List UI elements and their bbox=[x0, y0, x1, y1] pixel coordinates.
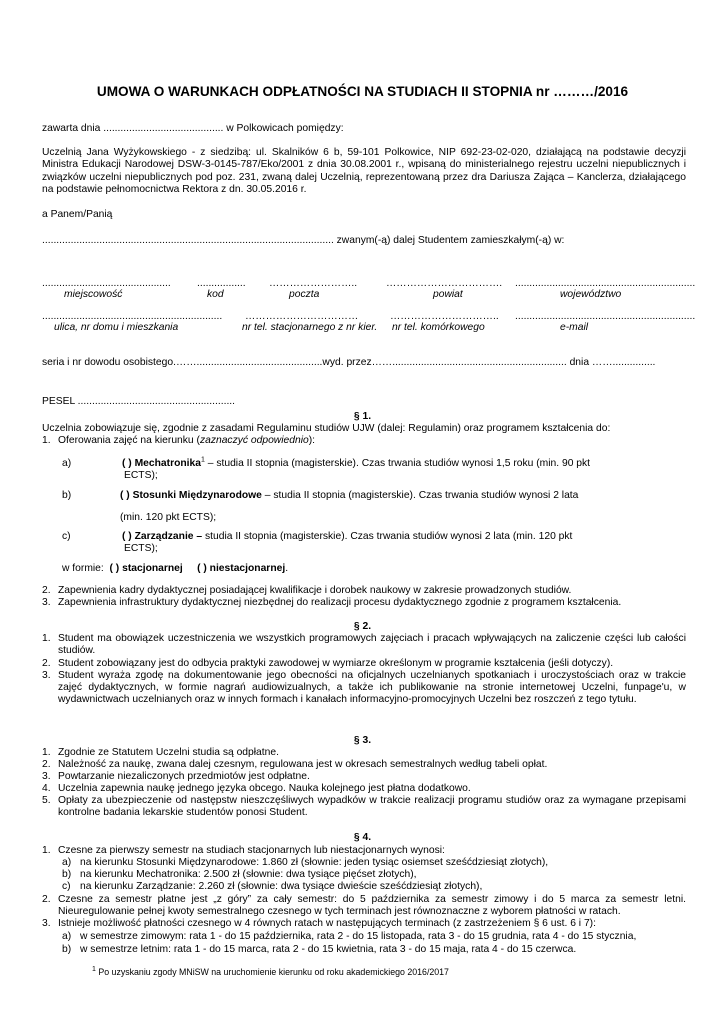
voivodeship-field[interactable]: ............................................................... bbox=[515, 278, 696, 289]
city-field[interactable]: ............................................. bbox=[42, 278, 171, 289]
option-desc: – studia II stopnia (magisterskie). Czas trwania studiów wynosi 1,5 roku (min. 90 pkt bbox=[204, 458, 591, 469]
section-4-item-3 bbox=[42, 918, 686, 930]
option-name: Zarządzanie – bbox=[134, 531, 203, 542]
section-3-heading: § 3. bbox=[353, 735, 372, 746]
sub-text: na kierunku Zarządzanie: 2.260 zł (słownie: dwa tysiące dwieście sześćdziesiąt złotych), bbox=[80, 881, 483, 892]
mobile-label: nr tel. komórkowego bbox=[392, 322, 485, 333]
option-desc: studia II stopnia (magisterskie). Czas trwania studiów wynosi 2 lata (min. 120 pkt bbox=[202, 531, 573, 542]
option-checkbox[interactable]: ( ) bbox=[122, 458, 132, 469]
item-number: 2. bbox=[42, 894, 51, 905]
instalment-sub-a bbox=[42, 931, 686, 943]
item-number: 3. bbox=[42, 918, 51, 929]
section-1-item-1 bbox=[42, 435, 686, 447]
sub-letter: a) bbox=[62, 931, 72, 942]
university-paragraph: Uczelnią Jana Wyżykowskiego - z siedzibą: ul. Skalników 6 b, 59-101 Polkowice, NIP 692-23-02-020, działającą na podstawie decyzji Ministra Edukacji Narodowej DSW-3-0145-787/Eko/2001 z dnia 30.08.2001 r., wpisaną do ministerialnego rejestru uczelni niepublicznych i związków uczelni niepublicznych pod poz. 231, zwaną dalej Uczelnią, reprezentowaną przez dra Dariusza Zająca – Kanclerza, działającego na podstawie pełnomocnictwa Rektora z dn. 30.05.2016 r. bbox=[42, 147, 686, 195]
item-number: 4. bbox=[42, 783, 51, 794]
item-text: Istnieje możliwość płatności czesnego w 4 równych ratach w następujących terminach (z zastrzeżeniem § 6 ust. 6 i 7): bbox=[58, 918, 596, 929]
item-number: 2. bbox=[42, 585, 51, 596]
form-stationary-option[interactable]: ( ) stacjonarnej bbox=[109, 563, 183, 574]
pesel-line[interactable]: PESEL ....................................................... bbox=[42, 396, 236, 407]
item-number: 2. bbox=[42, 658, 51, 669]
section-2-item-2 bbox=[42, 658, 686, 670]
sub-letter: b) bbox=[62, 944, 72, 955]
item-text: Zapewnienia infrastruktury dydaktycznej niezbędnej do realizacji procesu dydaktycznego zgodnie z programem kształcenia. bbox=[58, 597, 622, 608]
concluded-line: zawarta dnia .......................................... w Polkowicach pomiędzy: bbox=[42, 123, 344, 134]
section-2-heading: § 2. bbox=[353, 621, 372, 632]
sub-letter: c) bbox=[62, 881, 71, 892]
email-field[interactable]: ............................................................... bbox=[515, 311, 696, 322]
item-text: Czesne za semestr płatne jest „z góry” za cały semestr: do 5 października za semestr zimowy i do 5 marca za semestr letni. Nieuregulowanie pełnej kwoty semestralnego czesnego w tych terminach jest równoznaczne z wyborem płatności w ratach. bbox=[58, 894, 686, 918]
item-text: Zgodnie ze Statutem Uczelni studia są odpłatne. bbox=[58, 747, 279, 758]
county-label: powiat bbox=[433, 289, 463, 300]
section-1-heading: § 1. bbox=[353, 411, 372, 422]
option-desc-2: ECTS); bbox=[124, 470, 158, 481]
section-1-lead: Uczelnia zobowiązuje się, zgodnie z zasadami Regulaminu studiów UJW (dalej: Regulamin) oraz programem kształcenia do: bbox=[42, 423, 611, 434]
item-number: 5. bbox=[42, 795, 51, 806]
item-number: 2. bbox=[42, 759, 51, 770]
section-3-item-1 bbox=[42, 747, 686, 759]
item-number: 1. bbox=[42, 747, 51, 758]
address-row-1 bbox=[42, 278, 696, 308]
section-2-item-1 bbox=[42, 633, 686, 657]
option-name: Stosunki Międzynarodowe bbox=[132, 490, 262, 501]
section-1-item-3 bbox=[42, 597, 686, 609]
section-4-item-2 bbox=[42, 894, 686, 918]
item-text: Uczelnia zapewnia naukę jednego języka obcego. Nauka kolejnego jest płatna dodatkowo. bbox=[58, 783, 471, 794]
section-3-item-2 bbox=[42, 759, 686, 771]
street-field[interactable]: ............................................................... bbox=[42, 311, 223, 322]
item-text: Czesne za pierwszy semestr na studiach stacjonarnych lub niestacjonarnych wynosi: bbox=[58, 845, 445, 856]
option-desc-2: (min. 120 pkt ECTS); bbox=[120, 512, 217, 523]
landline-field[interactable]: …………………………… bbox=[245, 311, 359, 322]
post-office-label: poczta bbox=[289, 289, 320, 300]
sub-letter: b) bbox=[62, 869, 72, 880]
option-letter: b) bbox=[62, 490, 72, 501]
footnote-ref: 1 bbox=[200, 456, 205, 464]
post-office-field[interactable]: …………………….. bbox=[269, 278, 358, 289]
option-desc: – studia II stopnia (magisterskie). Czas trwania studiów wynosi 2 lata bbox=[261, 490, 579, 501]
section-4-item-1 bbox=[42, 845, 686, 857]
fee-sub-b bbox=[42, 869, 686, 881]
option-letter: a) bbox=[62, 458, 72, 469]
and-line: a Panem/Panią bbox=[42, 209, 113, 220]
study-form-label: w formie: bbox=[62, 563, 104, 574]
item-text: Zapewnienia kadry dydaktycznej posiadającej kwalifikacje i dorobek naukowy w zakresie prowadzonych studiów. bbox=[58, 585, 572, 596]
item-text: Opłaty za ubezpieczenie od następstw nieszczęśliwych wypadków w trakcie realizacji programu studiów oraz za wymagane przepisami kontrolne badania lekarskie studentów ponosi Student. bbox=[58, 795, 686, 819]
item-text: Oferowania zajęć na kierunku ( bbox=[58, 435, 200, 446]
section-1-item-2 bbox=[42, 585, 686, 597]
item-italic-note: zaznaczyć odpowiednio bbox=[199, 435, 309, 446]
student-line: ...................................................................................................... zwanym(-ą) dalej Studentem zamieszkałym(-ą) w: bbox=[42, 235, 565, 246]
option-name: Mechatronika bbox=[134, 458, 201, 469]
id-document-line[interactable]: seria i nr dowodu osobistego.……............................................wyd. przez……............................................................. dnia ……............... bbox=[42, 357, 656, 368]
item-text: Student wyraża zgodę na dokumentowanie jego obecności na oficjalnych uczelnianych spotkaniach i uroczystościach oraz w trakcie zajęć dydaktycznych, w formie nagrań audiowizualnych, a także ich publikowanie na stronie internetowej Uczelni, funpage'u, w wydawnictwach uczelnianych oraz w innych formach i kanałach informacyjno-promocyjnych Uczelni bez roszczeń z tego tytułu. bbox=[58, 670, 686, 706]
fee-sub-a bbox=[42, 857, 686, 869]
landline-label: nr tel. stacjonarnego z nr kier. bbox=[242, 322, 378, 333]
address-row-2 bbox=[42, 311, 696, 341]
section-3-item-4 bbox=[42, 783, 686, 795]
section-3-item-3 bbox=[42, 771, 686, 783]
item-number: 3. bbox=[42, 670, 51, 681]
item-number: 1. bbox=[42, 435, 51, 446]
postcode-field[interactable]: ................. bbox=[197, 278, 246, 289]
section-3-item-5 bbox=[42, 795, 686, 819]
section-2-item-3 bbox=[42, 670, 686, 707]
form-extramural-option[interactable]: ( ) niestacjonarnej bbox=[197, 563, 286, 574]
email-label: e-mail bbox=[560, 322, 589, 333]
instalment-sub-b bbox=[42, 944, 686, 956]
county-field[interactable]: ……………………………. bbox=[386, 278, 503, 289]
item-text: Powtarzanie niezaliczonych przedmiotów jest odpłatne. bbox=[58, 771, 310, 782]
sub-text: na kierunku Stosunki Międzynarodowe: 1.860 zł (słownie: jeden tysiąc osiemset sześćdziesiąt złotych), bbox=[80, 857, 549, 868]
item-number: 1. bbox=[42, 633, 51, 644]
street-label: ulica, nr domu i mieszkania bbox=[54, 322, 179, 333]
section-4-heading: § 4. bbox=[353, 832, 372, 843]
item-text: Student zobowiązany jest do odbycia praktyki zawodowej w wymiarze określonym w programie kształcenia (jeśli dotyczy). bbox=[58, 658, 614, 669]
voivodeship-label: województwo bbox=[560, 289, 622, 300]
item-text: Student ma obowiązek uczestniczenia we wszystkich programowych zajęciach i pracach wpływających na zaliczenie części lub całości studiów. bbox=[58, 633, 686, 657]
sub-letter: a) bbox=[62, 857, 72, 868]
sub-text: w semestrze zimowym: rata 1 - do 15 października, rata 2 - do 15 listopada, rata 3 - do 15 grudnia, rata 4 - do 15 stycznia, bbox=[80, 931, 637, 942]
postcode-label: kod bbox=[207, 289, 224, 300]
footnote-mark: 1 bbox=[92, 966, 96, 974]
study-form-end: . bbox=[285, 563, 289, 574]
sub-text: na kierunku Mechatronika: 2.500 zł (słownie: dwa tysiące pięćset złotych), bbox=[80, 869, 417, 880]
option-checkbox[interactable]: ( ) bbox=[120, 490, 130, 501]
mobile-field[interactable]: ………………………….. bbox=[390, 311, 499, 322]
item-text: Należność za naukę, zwana dalej czesnym, regulowana jest w okresach semestralnych według tabeli opłat. bbox=[58, 759, 548, 770]
item-number: 1. bbox=[42, 845, 51, 856]
study-form-line bbox=[62, 563, 288, 575]
document-title: UMOWA O WARUNKACH ODPŁATNOŚCI NA STUDIACH II STOPNIA nr ………/2016 bbox=[96, 84, 629, 99]
item-text-end: ): bbox=[308, 435, 316, 446]
item-number: 3. bbox=[42, 597, 51, 608]
footnote-text: Po uzyskaniu zgody MNiSW na uruchomienie kierunku od roku akademickiego 2016/2017 bbox=[95, 967, 449, 977]
item-number: 3. bbox=[42, 771, 51, 782]
city-label: miejscowość bbox=[64, 289, 123, 300]
footnote bbox=[92, 966, 449, 978]
option-desc-2: ECTS); bbox=[124, 543, 158, 554]
sub-text: w semestrze letnim: rata 1 - do 15 marca, rata 2 - do 15 kwietnia, rata 3 - do 15 maja, rata 4 - do 15 czerwca. bbox=[80, 944, 577, 955]
option-letter: c) bbox=[62, 531, 71, 542]
option-checkbox[interactable]: ( ) bbox=[122, 531, 132, 542]
fee-sub-c bbox=[42, 881, 686, 893]
